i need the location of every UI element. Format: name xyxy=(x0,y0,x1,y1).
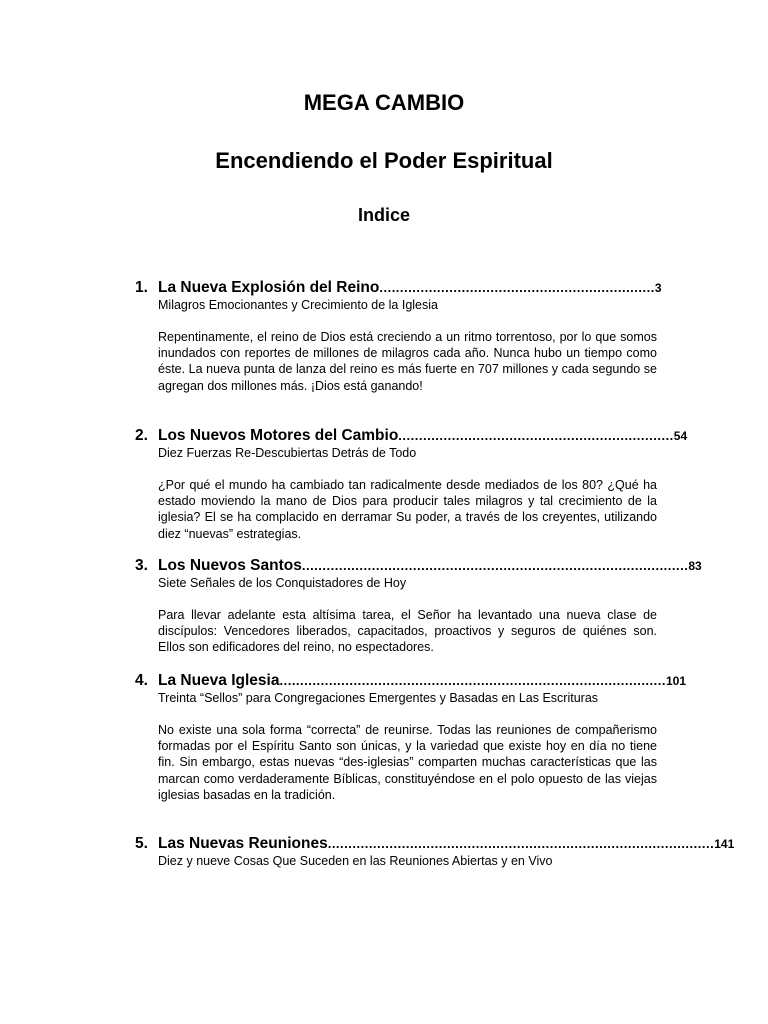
toc-entry-subtitle: Treinta “Sellos” para Congregaciones Emergentes y Basadas en Las Escrituras xyxy=(158,691,599,705)
document-title: MEGA CAMBIO xyxy=(303,90,465,115)
toc-entry-title: La Nueva Iglesia xyxy=(158,672,280,689)
index-heading: Indice xyxy=(357,205,410,225)
toc-entry-subtitle: Milagros Emocionantes y Crecimiento de la Iglesia xyxy=(158,298,438,312)
toc-entry-4 xyxy=(135,672,687,803)
toc-entry-subtitle: Diez Fuerzas Re-Descubiertas Detrás de Todo xyxy=(158,446,417,460)
toc-entry-number: 1. xyxy=(135,279,148,296)
toc-entry-subtitle: Siete Señales de los Conquistadores de Hoy xyxy=(158,576,407,590)
toc-entry-heading xyxy=(135,427,688,445)
toc-entry-title: Los Nuevos Santos xyxy=(158,557,302,574)
toc-page-number: 54 xyxy=(673,429,688,443)
toc-entry-number: 3. xyxy=(135,557,148,574)
toc-entry-description: No existe una sola forma “correcta” de reunirse. Todas las reuniones de compañerismo formadas por el Espíritu Santo son únicas, y la variedad que existe hoy en día no tiene fin. Sin embargo, estas nuevas “des-iglesias” comparten muchas características que las marcan como verdaderamente Bíblicas, constituyéndose en el polo opuesto de las viejas iglesias basadas en la tradición. xyxy=(158,723,657,802)
toc-entry-heading xyxy=(135,557,702,575)
toc-entry-number: 2. xyxy=(135,427,148,444)
toc-entry-heading xyxy=(135,835,735,853)
toc-entry-title: Los Nuevos Motores del Cambio xyxy=(158,427,399,444)
toc-dot-leader: ................................................................... xyxy=(398,428,674,443)
toc-dot-leader: .............................................................................................. xyxy=(301,558,689,573)
toc-entry-description: Para llevar adelante esta altísima tarea, el Señor ha levantado una nueva clase de discípulos: Vencedores liberados, capacitados, proactivos y seguros de quiénes son. Ellos son edificadores del reino, no espectadores. xyxy=(158,608,657,655)
toc-entry-description: Repentinamente, el reino de Dios está creciendo a un ritmo torrentoso, por lo que somos inundados con reportes de millones de milagros cada año. Nunca hubo un tiempo como éste. La nueva punta de lanza del reino es más fuerte en 707 millones y cada segundo se agregan dos millones más. ¡Dios está ganando! xyxy=(158,330,657,393)
toc-entry-subtitle: Diez y nueve Cosas Que Suceden en las Reuniones Abiertas y en Vivo xyxy=(158,854,553,868)
toc-entry-number: 5. xyxy=(135,835,148,852)
document-subtitle: Encendiendo el Poder Espiritual xyxy=(215,148,553,173)
toc-entry-1 xyxy=(135,279,662,394)
toc-entry-2 xyxy=(135,427,688,542)
toc-page-number: 3 xyxy=(654,281,662,295)
toc-page-number: 141 xyxy=(714,837,735,851)
toc-entry-title: La Nueva Explosión del Reino xyxy=(158,279,380,296)
toc-entry-heading xyxy=(135,279,662,297)
toc-dot-leader: .............................................................................................. xyxy=(279,673,666,688)
toc-entry-5 xyxy=(135,835,735,869)
toc-entry-heading xyxy=(135,672,687,690)
toc-page-number: 83 xyxy=(688,559,702,573)
toc-dot-leader: ................................................................... xyxy=(379,280,655,295)
toc-page-number: 101 xyxy=(666,674,687,688)
toc-dot-leader: .............................................................................................. xyxy=(327,836,715,851)
toc-entry-description: ¿Por qué el mundo ha cambiado tan radicalmente desde mediados de los 80? ¿Qué ha estado moviendo la mano de Dios para producir tales milagros y tal crecimiento de la iglesia? El se ha complacido en derramar Su poder, a través de los creyentes, utilizando diez “nuevas” estrategias. xyxy=(158,478,657,541)
toc-entry-title: Las Nuevas Reuniones xyxy=(158,835,328,852)
toc-entry-number: 4. xyxy=(135,672,148,689)
toc-entry-3 xyxy=(135,557,702,656)
